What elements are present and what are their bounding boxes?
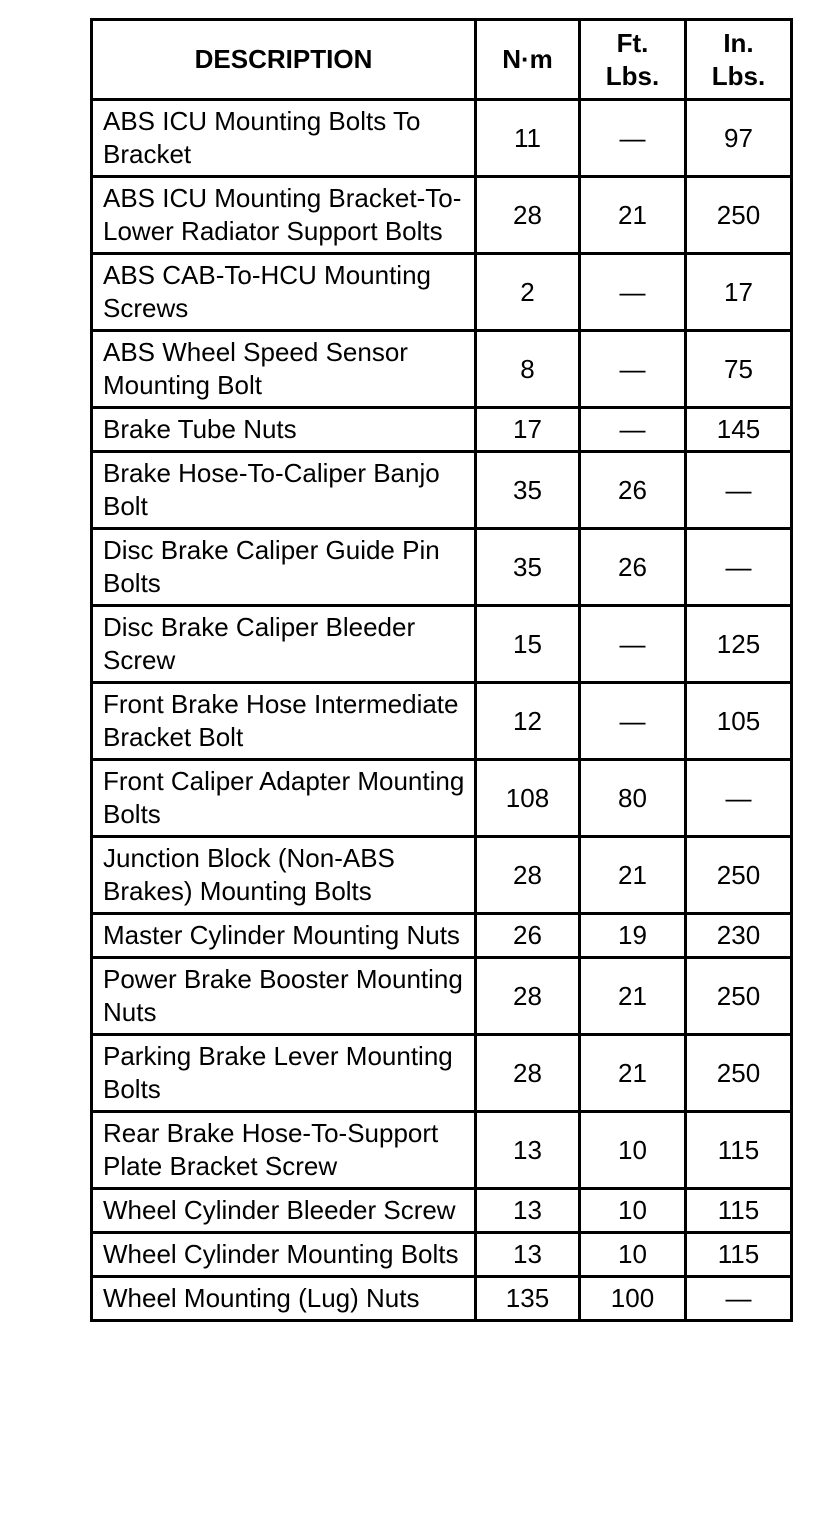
ft-lbs-cell: 10 xyxy=(580,1189,686,1233)
table-row xyxy=(92,683,792,760)
table-row xyxy=(92,1277,792,1321)
ft-lbs-cell: — xyxy=(580,254,686,331)
nm-cell: 135 xyxy=(476,1277,580,1321)
table-row xyxy=(92,1233,792,1277)
nm-cell: 35 xyxy=(476,529,580,606)
ft-lbs-cell: 26 xyxy=(580,452,686,529)
ft-lbs-cell: 21 xyxy=(580,958,686,1035)
nm-cell: 8 xyxy=(476,331,580,408)
nm-cell: 13 xyxy=(476,1189,580,1233)
description-cell: ABS Wheel Speed Sensor Mounting Bolt xyxy=(92,331,476,408)
nm-cell: 108 xyxy=(476,760,580,837)
table-row xyxy=(92,177,792,254)
description-cell: ABS ICU Mounting Bolts To Bracket xyxy=(92,100,476,177)
table-row xyxy=(92,760,792,837)
in-lbs-cell: 250 xyxy=(686,1035,792,1112)
table-row xyxy=(92,529,792,606)
nm-cell: 28 xyxy=(476,1035,580,1112)
description-cell: Wheel Cylinder Mounting Bolts xyxy=(92,1233,476,1277)
nm-cell: 11 xyxy=(476,100,580,177)
nm-cell: 28 xyxy=(476,837,580,914)
header-nm xyxy=(476,20,580,100)
in-lbs-cell: 250 xyxy=(686,958,792,1035)
in-lbs-cell: — xyxy=(686,1277,792,1321)
ft-lbs-cell: 80 xyxy=(580,760,686,837)
in-lbs-cell: 115 xyxy=(686,1233,792,1277)
nm-cell: 15 xyxy=(476,606,580,683)
in-lbs-cell: — xyxy=(686,452,792,529)
in-lbs-cell: 145 xyxy=(686,408,792,452)
header-ft-lbs xyxy=(580,20,686,100)
ft-lbs-cell: 10 xyxy=(580,1233,686,1277)
in-lbs-cell: 17 xyxy=(686,254,792,331)
in-lbs-cell: — xyxy=(686,760,792,837)
description-cell: Rear Brake Hose-To-Support Plate Bracket Screw xyxy=(92,1112,476,1189)
ft-lbs-cell: — xyxy=(580,606,686,683)
ft-lbs-cell: 100 xyxy=(580,1277,686,1321)
table-row xyxy=(92,958,792,1035)
in-lbs-cell: 250 xyxy=(686,837,792,914)
nm-cell: 13 xyxy=(476,1233,580,1277)
table-row xyxy=(92,100,792,177)
table-body xyxy=(92,100,792,1321)
description-cell: Disc Brake Caliper Bleeder Screw xyxy=(92,606,476,683)
header-in-lbs xyxy=(686,20,792,100)
description-cell: Brake Hose-To-Caliper Banjo Bolt xyxy=(92,452,476,529)
table-row xyxy=(92,606,792,683)
table-header-row xyxy=(92,20,792,100)
ft-lbs-cell: 21 xyxy=(580,177,686,254)
description-cell: Front Caliper Adapter Mounting Bolts xyxy=(92,760,476,837)
nm-cell: 12 xyxy=(476,683,580,760)
header-description-label: DESCRIPTION xyxy=(194,44,373,74)
torque-spec-table xyxy=(90,18,793,1322)
in-lbs-cell: 230 xyxy=(686,914,792,958)
description-cell: Junction Block (Non-ABS Brakes) Mounting Bolts xyxy=(92,837,476,914)
table-row xyxy=(92,452,792,529)
description-cell: Front Brake Hose Intermediate Bracket Bolt xyxy=(92,683,476,760)
in-lbs-cell: 250 xyxy=(686,177,792,254)
ft-lbs-cell: 26 xyxy=(580,529,686,606)
description-cell: ABS CAB-To-HCU Mounting Screws xyxy=(92,254,476,331)
in-lbs-cell: 125 xyxy=(686,606,792,683)
nm-cell: 28 xyxy=(476,177,580,254)
table-row xyxy=(92,914,792,958)
description-cell: Brake Tube Nuts xyxy=(92,408,476,452)
description-cell: Power Brake Booster Mounting Nuts xyxy=(92,958,476,1035)
nm-cell: 26 xyxy=(476,914,580,958)
description-cell: Wheel Cylinder Bleeder Screw xyxy=(92,1189,476,1233)
table-row xyxy=(92,1189,792,1233)
in-lbs-cell: 97 xyxy=(686,100,792,177)
ft-lbs-cell: — xyxy=(580,331,686,408)
ft-lbs-cell: — xyxy=(580,683,686,760)
header-in-line1: In. xyxy=(723,27,754,58)
ft-lbs-cell: 21 xyxy=(580,837,686,914)
header-description xyxy=(92,20,476,100)
header-nm-label: N·m xyxy=(502,44,553,74)
table-row xyxy=(92,408,792,452)
description-cell: Wheel Mounting (Lug) Nuts xyxy=(92,1277,476,1321)
table-row xyxy=(92,331,792,408)
description-cell: Parking Brake Lever Mounting Bolts xyxy=(92,1035,476,1112)
header-ft-line2: Lbs. xyxy=(605,60,660,91)
table-row xyxy=(92,254,792,331)
in-lbs-cell: — xyxy=(686,529,792,606)
in-lbs-cell: 115 xyxy=(686,1189,792,1233)
nm-cell: 2 xyxy=(476,254,580,331)
ft-lbs-cell: 21 xyxy=(580,1035,686,1112)
nm-cell: 35 xyxy=(476,452,580,529)
header-ft-line1: Ft. xyxy=(616,27,649,58)
nm-cell: 17 xyxy=(476,408,580,452)
table-row xyxy=(92,1035,792,1112)
ft-lbs-cell: 10 xyxy=(580,1112,686,1189)
nm-cell: 28 xyxy=(476,958,580,1035)
header-in-line2: Lbs. xyxy=(711,60,766,91)
description-cell: ABS ICU Mounting Bracket-To-Lower Radiator Support Bolts xyxy=(92,177,476,254)
in-lbs-cell: 105 xyxy=(686,683,792,760)
nm-cell: 13 xyxy=(476,1112,580,1189)
ft-lbs-cell: — xyxy=(580,100,686,177)
table-row xyxy=(92,837,792,914)
description-cell: Disc Brake Caliper Guide Pin Bolts xyxy=(92,529,476,606)
table-row xyxy=(92,1112,792,1189)
in-lbs-cell: 115 xyxy=(686,1112,792,1189)
description-cell: Master Cylinder Mounting Nuts xyxy=(92,914,476,958)
ft-lbs-cell: 19 xyxy=(580,914,686,958)
ft-lbs-cell: — xyxy=(580,408,686,452)
in-lbs-cell: 75 xyxy=(686,331,792,408)
